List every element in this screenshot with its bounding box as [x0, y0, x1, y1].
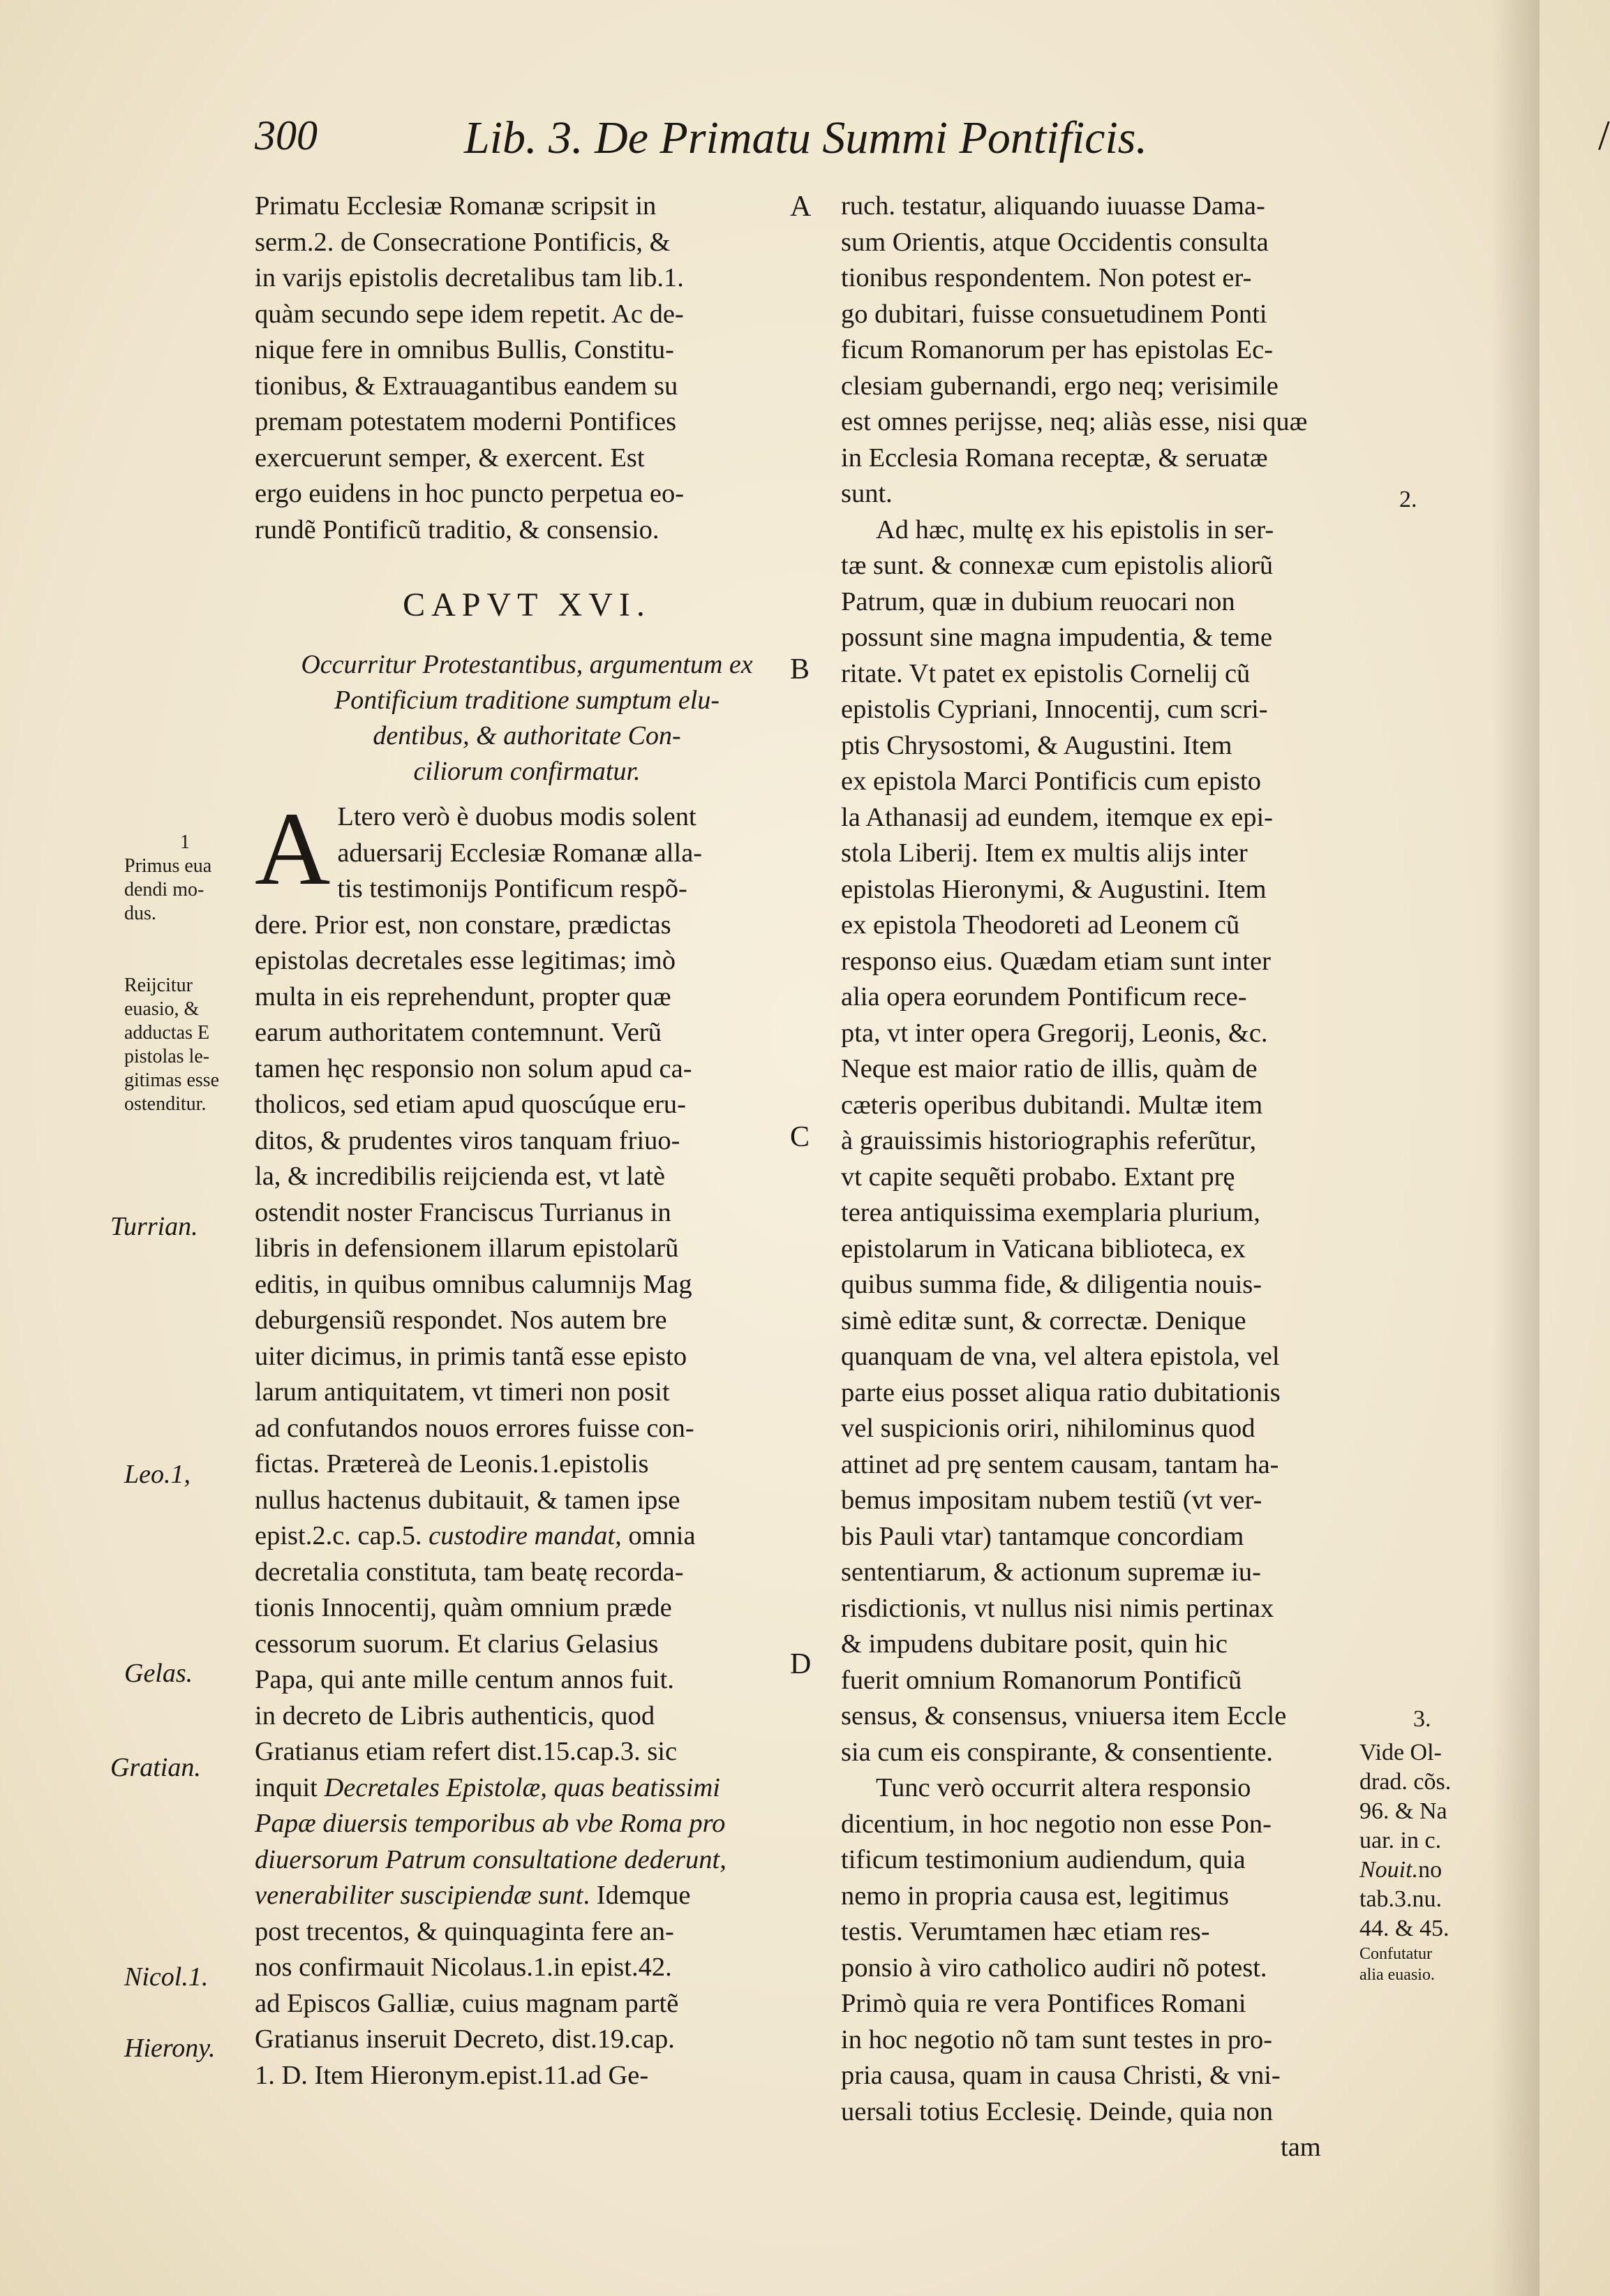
- text-line: Primò quia re vera Pontifices Romani: [841, 1989, 1246, 2018]
- text-line: tionibus, & Extrauagantibus eandem su: [255, 371, 678, 401]
- text-line: & impudens dubitare posit, quin hic: [841, 1629, 1228, 1659]
- text-line: risdictionis, vt nullus nisi nimis pertinax: [841, 1593, 1274, 1623]
- margin-note-primus: [124, 831, 211, 926]
- text-line: epistolarum in Vaticana biblioteca, ex: [841, 1234, 1246, 1264]
- text-line: terea antiquissima exemplaria plurium,: [841, 1198, 1260, 1227]
- note-line: uar. in c.: [1359, 1828, 1442, 1853]
- text-line: multa in eis reprehendunt, propter quæ: [255, 982, 671, 1012]
- text-line: testis. Verumtamen hæc etiam res-: [841, 1917, 1210, 1946]
- text-line: vel suspicionis oriri, nihilominus quod: [841, 1414, 1255, 1443]
- left-column: [255, 188, 799, 2094]
- text-line: sensus, & consensus, vniuersa item Eccle: [841, 1701, 1287, 1731]
- italic-ref: Nouit.: [1359, 1857, 1419, 1883]
- text-line: Neque est maior ratio de illis, quàm de: [841, 1054, 1258, 1083]
- note-line: gitimas esse: [124, 1069, 220, 1091]
- text-line: ergo euidens in hoc puncto perpetua eo-: [255, 479, 685, 508]
- text-line: fictas. Prætereà de Leonis.1.epistolis: [255, 1449, 649, 1479]
- text-line: tamen hęc responsio non solum apud ca-: [255, 1053, 692, 1083]
- note-line: dus.: [124, 903, 156, 924]
- text-line: in hoc negotio nõ tam sunt testes in pro-: [841, 2024, 1273, 2054]
- text-line: bemus impositam nubem testiũ (vt ver-: [841, 1486, 1262, 1515]
- text-line: ponsio à viro catholico audiri nõ potest.: [841, 1953, 1267, 1983]
- text-line: tæ sunt. & connexæ cum epistolis aliorũ: [841, 551, 1274, 580]
- text-line: nos confirmauit Nicolaus.1.in epist.42.: [255, 1953, 672, 1982]
- text-line: quibus summa fide, & diligentia nouis-: [841, 1270, 1262, 1299]
- text-line: pria causa, quam in causa Christi, & vni-: [841, 2061, 1281, 2090]
- running-head: Lib. 3. De Primatu Summi Pontificis.: [464, 112, 1147, 163]
- right-column: [841, 188, 1357, 2166]
- summary-line: Occurritur Protestantibus, argumentum ex: [301, 650, 753, 679]
- text-line: [255, 1878, 799, 1914]
- text-line: sia cum eis conspirante, & consentiente.: [841, 1737, 1274, 1767]
- dropcap-initial: A: [255, 791, 331, 907]
- text-line: epistolas Hieronymi, & Augustini. Item: [841, 874, 1267, 904]
- margin-ref-leo: Leo.1,: [124, 1460, 191, 1489]
- text-line: uersali totius Ecclesię. Deinde, quia non: [841, 2096, 1274, 2126]
- text-line: ad Episcos Galliæ, cuius magnam partẽ: [255, 1988, 679, 2018]
- text-line: decretalia constituta, tam beatę recorda-: [255, 1557, 684, 1587]
- text-line: ad confutandos nouos errores fuisse con-: [255, 1413, 694, 1443]
- text-line: Gratianus etiam refert dist.15.cap.3. sic: [255, 1737, 678, 1766]
- text-line: pta, vt inter opera Gregorij, Leonis, &c.: [841, 1018, 1268, 1048]
- text-line: dicentium, in hoc negotio non esse Pon-: [841, 1809, 1272, 1839]
- note-line: ostenditur.: [124, 1093, 207, 1115]
- margin-ref-gratian: Gratian.: [110, 1753, 201, 1782]
- text-line: cæteris operibus dubitandi. Multæ item: [841, 1090, 1263, 1120]
- text-line: est omnes perijsse, neq; aliàs esse, nisi quæ: [841, 407, 1308, 436]
- text-line: in Ecclesia Romana receptæ, & seruatæ: [841, 443, 1268, 473]
- text-line: ostendit noster Franciscus Turrianus in: [255, 1197, 671, 1227]
- text-line: epistolis Cypriani, Innocentij, cum scri-: [841, 695, 1268, 724]
- text-line: attinet ad prę sentem causam, tantam ha-: [841, 1449, 1279, 1479]
- text-line: Ltero verò è duobus modis solent: [337, 802, 696, 831]
- text-line: Tunc verò occurrit altera responsio: [876, 1773, 1251, 1802]
- text-span: . Idemque: [583, 1881, 691, 1910]
- section-letter-d: D: [790, 1648, 812, 1680]
- note-line: Vide Ol-: [1359, 1740, 1442, 1765]
- text-line: post trecentos, & quinquaginta fere an-: [255, 1916, 674, 1946]
- text-line: ptis Chrysostomi, & Augustini. Item: [841, 730, 1232, 760]
- note-line: [1359, 1856, 1451, 1885]
- text-line: aduersarij Ecclesiæ Romanæ alla-: [337, 838, 703, 868]
- note-line: 96. & Na: [1359, 1798, 1447, 1824]
- text-line: bis Pauli vtar) tantamque concordiam: [841, 1521, 1244, 1551]
- right-top-paragraph: [841, 188, 1357, 512]
- chapter-summary: [255, 647, 799, 790]
- text-line: nullus hactenus dubitauit, & tamen ipse: [255, 1485, 680, 1515]
- page-edge-shadow: [1491, 0, 1540, 2296]
- text-line: nemo in propria causa est, legitimus: [841, 1881, 1229, 1911]
- text-line: rundẽ Pontificũ traditio, & consensio.: [255, 514, 659, 545]
- text-line: Gratianus inseruit Decreto, dist.19.cap.: [255, 2024, 675, 2054]
- text-line: sunt.: [841, 479, 893, 508]
- text-line: Patrum, quæ in dubium reuocari non: [841, 586, 1235, 616]
- note-line: drad. cõs.: [1359, 1769, 1452, 1795]
- note-line: 44. & 45.: [1359, 1916, 1449, 1941]
- note-line: alia euasio.: [1359, 1966, 1435, 1984]
- text-line: sententiarum, & actionum supremæ iu-: [841, 1557, 1261, 1587]
- text-line: stola Liberij. Item ex multis alijs inter: [841, 838, 1248, 868]
- text-line: uiter dicimus, in primis tantã esse episto: [255, 1341, 687, 1371]
- text-line: ruch. testatur, aliquando iuuasse Dama-: [841, 191, 1265, 221]
- text-line: tionibus respondentem. Non potest er-: [841, 263, 1252, 292]
- text-line: [255, 1770, 799, 1807]
- note-line: dendi mo-: [124, 879, 204, 901]
- text-line: dere. Prior est, non constare, prædictas: [255, 910, 671, 940]
- chapter-title: CAPVT XVI.: [403, 586, 651, 623]
- note-line: Reijcitur: [124, 975, 193, 996]
- text-line: larum antiquitatem, vt timeri non posit: [255, 1377, 670, 1407]
- summary-line: ciliorum confirmatur.: [413, 757, 641, 786]
- text-span: epist.2.c. cap.5.: [255, 1521, 429, 1550]
- margin-ref-hierony: Hierony.: [124, 2034, 216, 2063]
- text-line: tificum testimonium audiendum, quia: [841, 1845, 1246, 1874]
- section-letter-b: B: [790, 653, 810, 686]
- text-line: nique fere in omnibus Bullis, Constitu-: [255, 335, 674, 364]
- italic-quote-line: Papæ diuersis temporibus ab vbe Roma pro: [255, 1809, 726, 1838]
- dropcap-paragraph: [255, 791, 799, 2094]
- text-line: in decreto de Libris authenticis, quod: [255, 1701, 655, 1731]
- text-line: tionis Innocentij, quàm omnium præde: [255, 1593, 672, 1622]
- text-line: sum Orientis, atque Occidentis consulta: [841, 227, 1269, 257]
- italic-quote: Decretales Epistolæ, quas beatissimi: [324, 1772, 720, 1802]
- text-line: earum authoritatem contemnunt. Verũ: [255, 1018, 662, 1047]
- text-line: premam potestatem moderni Pontifices: [255, 407, 677, 436]
- text-line: ficum Romanorum per has epistolas Ec-: [841, 335, 1274, 364]
- text-line: ritate. Vt patet ex epistolis Cornelij cũ: [841, 658, 1251, 688]
- note-line: adductas E: [124, 1022, 210, 1044]
- text-line: serm.2. de Consecratione Pontificis, &: [255, 227, 671, 257]
- text-line: Ad hæc, multę ex his epistolis in ser-: [876, 514, 1274, 545]
- text-line: ex epistola Theodoreti ad Leonem cũ: [841, 910, 1240, 940]
- text-line: clesiam gubernandi, ergo neq; verisimile: [841, 371, 1279, 401]
- summary-line: Pontificium traditione sumptum elu-: [334, 686, 720, 715]
- margin-ref-nicol: Nicol.1.: [124, 1962, 209, 1992]
- text-span: no: [1418, 1857, 1443, 1883]
- right-paragraph-3: [841, 1770, 1357, 2166]
- text-line: cessorum suorum. Et clarius Gelasius: [255, 1629, 659, 1659]
- text-line: à grauissimis historiographis referũtur,: [841, 1126, 1257, 1155]
- italic-quote: venerabiliter suscipiendæ sunt: [255, 1881, 583, 1910]
- text-line: in varijs epistolis decretalibus tam lib.1.: [255, 263, 684, 292]
- text-span: omnia: [621, 1521, 696, 1550]
- page-number: 300: [255, 112, 318, 158]
- note-line: tab.3.nu.: [1359, 1886, 1443, 1912]
- italic-quote: custodire mandat,: [428, 1521, 622, 1550]
- text-line: go dubitari, fuisse consuetudinem Ponti: [841, 299, 1267, 329]
- summary-line: dentibus, & authoritate Con-: [373, 721, 681, 750]
- text-line: vt capite sequẽti probabo. Extant prę: [841, 1162, 1235, 1192]
- text-line: responso eius. Quædam etiam sunt inter: [841, 946, 1271, 976]
- text-line: epistolas decretales esse legitimas; imò: [255, 946, 676, 975]
- text-line: ditos, & prudentes viros tanquam friuo-: [255, 1125, 680, 1155]
- note-number: 1: [180, 831, 190, 853]
- left-top-paragraph: [255, 188, 799, 548]
- text-line: simè editæ sunt, & correctæ. Denique: [841, 1305, 1246, 1335]
- text-line: la Athanasij ad eundem, itemque ex epi-: [841, 802, 1274, 832]
- note-line: Confutatur: [1359, 1945, 1432, 1963]
- margin-note-reijcitur: [124, 974, 219, 1116]
- text-span: inquit: [255, 1772, 325, 1802]
- corner-mark: /: [1598, 112, 1610, 158]
- text-line: fuerit omnium Romanorum Pontificũ: [841, 1665, 1242, 1695]
- text-line: la, & incredibilis reijcienda est, vt latè: [255, 1162, 665, 1191]
- note-line: pistolas le-: [124, 1046, 210, 1067]
- text-line: Papa, qui ante mille centum annos fuit.: [255, 1665, 674, 1694]
- margin-number-3: 3.: [1413, 1706, 1431, 1732]
- text-line: Primatu Ecclesiæ Romanæ scripsit in: [255, 191, 657, 221]
- text-line: quanquam de vna, vel altera epistola, vel: [841, 1342, 1280, 1371]
- italic-quote-line: diuersorum Patrum consultatione dederunt,: [255, 1844, 726, 1874]
- margin-number-2: 2.: [1399, 487, 1417, 512]
- page-header: [255, 112, 1610, 168]
- text-line: tholicos, sed etiam apud quoscúque eru-: [255, 1090, 686, 1119]
- text-line: quàm secundo sepe idem repetit. Ac de-: [255, 299, 684, 329]
- catchword: tam: [1281, 2133, 1321, 2162]
- text-line: editis, in quibus omnibus calumnijs Mag: [255, 1269, 692, 1299]
- text-line: 1. D. Item Hieronym.epist.11.ad Ge-: [255, 2060, 649, 2090]
- note-line: euasio, &: [124, 998, 200, 1020]
- text-line: ex epistola Marci Pontificis cum episto: [841, 766, 1261, 796]
- margin-ref-turrian: Turrian.: [110, 1212, 198, 1241]
- text-line: libris in defensionem illarum epistolarũ: [255, 1234, 679, 1263]
- text-line: exercuerunt semper, & exercent. Est: [255, 443, 645, 473]
- text-line: deburgensiũ respondet. Nos autem bre: [255, 1305, 667, 1335]
- text-line: tis testimonijs Pontificum respõ-: [337, 874, 687, 903]
- margin-ref-gelas: Gelas.: [124, 1659, 193, 1688]
- section-letter-a: A: [790, 191, 812, 223]
- margin-note-vide: [1359, 1738, 1451, 1985]
- text-line: alia opera eorundem Pontificum rece-: [841, 982, 1247, 1012]
- section-letter-c: C: [790, 1121, 810, 1153]
- right-paragraph-2: [841, 512, 1357, 1771]
- text-line: possunt sine magna impudentia, & teme: [841, 623, 1273, 652]
- text-line: parte eius posset aliqua ratio dubitationis: [841, 1377, 1281, 1407]
- note-line: Primus eua: [124, 855, 212, 877]
- text-line: [255, 1518, 799, 1555]
